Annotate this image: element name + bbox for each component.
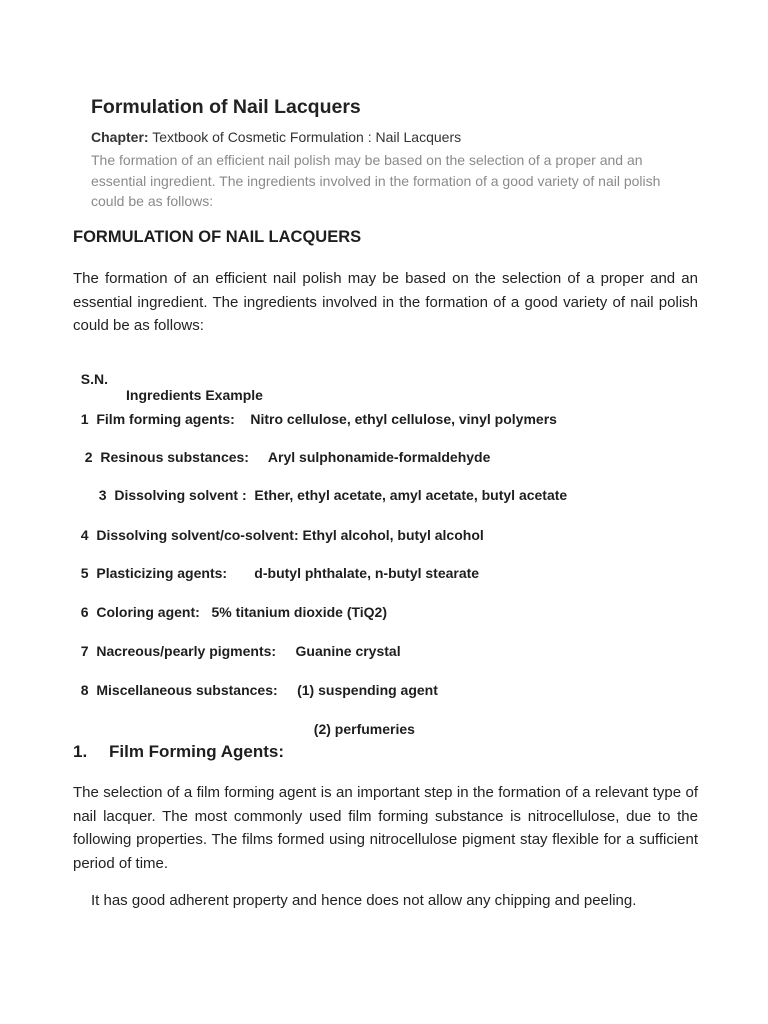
row-number: 7 xyxy=(80,643,89,659)
row-number: 2 xyxy=(84,449,93,465)
row-example: d-butyl phthalate, n-butyl stearate xyxy=(254,565,480,581)
row-example: (1) suspending agent xyxy=(297,682,438,698)
row-example: (2) perfumeries xyxy=(313,721,415,737)
film-paragraph-1: The selection of a film forming agent is an important step in the formation of a relevant type of nail lacquer. The most commonly used film forming substance is nitrocellulose, due to the following properties. The films formed using nitrocellulose pigment stay flexible for a sufficient period of time. xyxy=(73,784,698,872)
film-section-body xyxy=(73,781,698,875)
row-number: 5 xyxy=(80,565,89,581)
section-heading-block xyxy=(73,228,698,247)
row-example: Aryl sulphonamide-formaldehyde xyxy=(267,449,491,465)
row-ingredient: Miscellaneous substances: xyxy=(96,682,278,698)
table-row xyxy=(73,395,557,427)
table-row xyxy=(73,666,438,698)
row-ingredient: Resinous substances: xyxy=(100,449,249,465)
film-section-title: Film Forming Agents: xyxy=(109,742,285,761)
row-number: 4 xyxy=(80,527,89,543)
chapter-line xyxy=(91,128,691,146)
row-ingredient: Nacreous/pearly pigments: xyxy=(96,643,277,659)
film-paragraph-2-block xyxy=(91,889,711,913)
table-row xyxy=(73,511,484,543)
row-example: Nitro cellulose, ethyl cellulose, vinyl polymers xyxy=(250,411,557,427)
film-paragraph-2: It has good adherent property and hence does not allow any chipping and peeling. xyxy=(91,892,637,909)
row-number: 6 xyxy=(80,604,89,620)
row-number: 1 xyxy=(80,411,89,427)
film-section-heading xyxy=(73,742,284,762)
row-example: Ether, ethyl acetate, amyl acetate, butyl acetate xyxy=(254,487,568,503)
table-header-sn: S.N. xyxy=(80,371,109,387)
row-number: 3 xyxy=(98,487,107,503)
table-row xyxy=(91,471,567,503)
row-example: Guanine crystal xyxy=(295,643,401,659)
table-row xyxy=(73,588,387,620)
table-header-ingredients: Ingredients Example xyxy=(126,387,263,403)
intro-paragraph: The formation of an efficient nail polish may be based on the selection of a proper and an essential ingredient. The ingredients involved in the formation of a good variety of nail polish could be as follows: xyxy=(73,270,698,334)
row-ingredient: Plasticizing agents: xyxy=(96,565,228,581)
row-ingredient: Film forming agents: xyxy=(96,411,235,427)
section-heading: FORMULATION OF NAIL LACQUERS xyxy=(73,228,362,246)
row-example: 5% titanium dioxide (TiQ2) xyxy=(211,604,388,620)
chapter-label: Chapter: xyxy=(91,129,149,145)
table-row xyxy=(73,627,401,659)
row-ingredient: Coloring agent: xyxy=(96,604,200,620)
table-row xyxy=(73,549,479,581)
row-number: 8 xyxy=(80,682,89,698)
document-summary: The formation of an efficient nail polish may be based on the selection of a proper and an essential ingredient. The ingredients involved in the formation of a good variety of nail polish could be as follows: xyxy=(91,152,661,209)
document-title: Formulation of Nail Lacquers xyxy=(91,96,361,118)
row-ingredient: Dissolving solvent/co-solvent: xyxy=(96,527,299,543)
chapter-value: Textbook of Cosmetic Formulation : Nail Lacquers xyxy=(148,129,462,145)
document-header xyxy=(91,94,691,212)
table-row-continuation xyxy=(306,705,415,737)
intro-block xyxy=(73,267,698,338)
table-row xyxy=(77,433,490,465)
film-section-number: 1. xyxy=(73,742,88,761)
row-example: Ethyl alcohol, butyl alcohol xyxy=(302,527,484,543)
row-ingredient: Dissolving solvent : xyxy=(114,487,247,503)
